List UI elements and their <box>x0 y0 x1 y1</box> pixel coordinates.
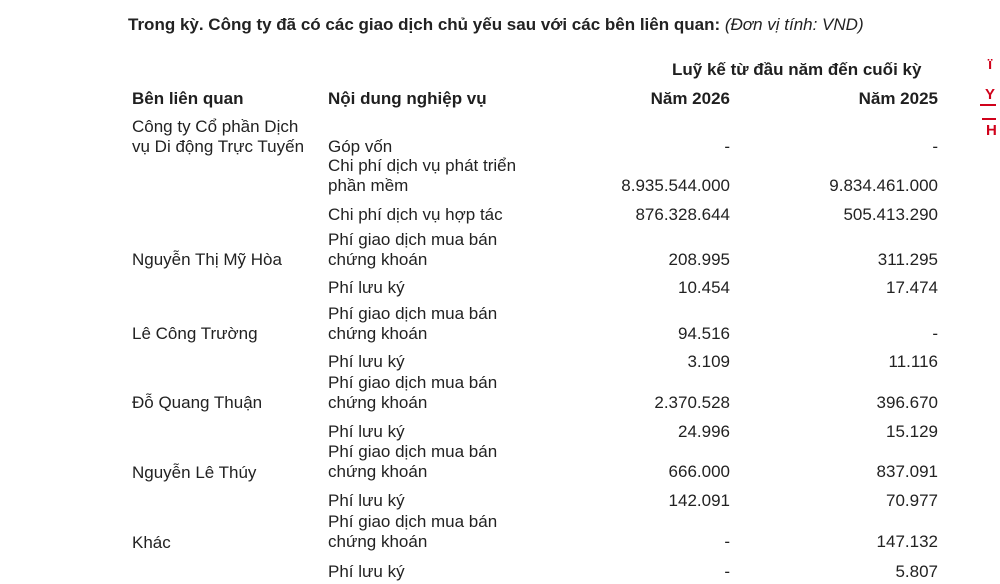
transaction-description: Góp vốn <box>328 137 393 156</box>
value-2026: 3.109 <box>687 352 730 371</box>
value-2026: 94.516 <box>678 324 730 343</box>
party-name: Lê Công Trường <box>132 324 258 343</box>
party-name: Đỗ Quang Thuận <box>132 393 263 412</box>
value-2025: - <box>932 324 938 343</box>
transaction-description: chứng khoán <box>328 462 428 481</box>
margin-underline <box>980 104 996 106</box>
value-2026: 142.091 <box>668 491 730 510</box>
value-2026: 8.935.544.000 <box>621 176 730 195</box>
value-2026: - <box>724 562 730 581</box>
transaction-description: Phí giao dịch mua bán <box>328 512 498 531</box>
cumulative-group-header: Luỹ kế từ đầu năm đến cuối kỳ <box>672 60 922 79</box>
transaction-description: Phí giao dịch mua bán <box>328 373 498 392</box>
transaction-description: Phí lưu ký <box>328 491 405 510</box>
transaction-description: phần mềm <box>328 176 409 195</box>
value-2025: 17.474 <box>886 278 938 297</box>
title-text: Trong kỳ. Công ty đã có các giao dịch chủ yếu sau với các bên liên quan: <box>128 15 721 34</box>
transaction-description: chứng khoán <box>328 250 428 269</box>
value-2025: 5.807 <box>895 562 938 581</box>
value-2025: 15.129 <box>886 422 938 441</box>
transaction-description: Phí giao dịch mua bán <box>328 304 498 323</box>
column-header-2026: Năm 2026 <box>650 89 730 108</box>
margin-annotation: Y <box>985 86 996 103</box>
value-2025: 147.132 <box>876 532 938 551</box>
value-2026: 876.328.644 <box>635 205 730 224</box>
value-2026: 666.000 <box>668 462 730 481</box>
transaction-description: chứng khoán <box>328 393 428 412</box>
unit-note: (Đơn vị tính: VND) <box>724 15 864 34</box>
party-name: Khác <box>132 533 171 552</box>
transaction-description: Chi phí dịch vụ hợp tác <box>328 205 503 224</box>
value-2025: 9.834.461.000 <box>829 176 938 195</box>
transaction-description: chứng khoán <box>328 532 428 551</box>
value-2026: 10.454 <box>678 278 730 297</box>
party-name: Nguyễn Lê Thúy <box>132 463 257 482</box>
transaction-description: Phí giao dịch mua bán <box>328 442 498 461</box>
value-2026: - <box>724 532 730 551</box>
value-2025: 837.091 <box>876 462 938 481</box>
column-header-party: Bên liên quan <box>132 89 244 108</box>
section-title <box>128 15 864 35</box>
party-name: vụ Di động Trực Tuyến <box>132 137 305 156</box>
party-name: Nguyễn Thị Mỹ Hòa <box>132 250 282 269</box>
value-2025: 396.670 <box>876 393 938 412</box>
value-2025: 505.413.290 <box>843 205 938 224</box>
transaction-description: Phí giao dịch mua bán <box>328 230 498 249</box>
transaction-description: Phí lưu ký <box>328 422 405 441</box>
party-name: Công ty Cổ phần Dịch <box>132 117 299 136</box>
transaction-description: Chi phí dịch vụ phát triển <box>328 156 517 175</box>
value-2025: 11.116 <box>888 352 938 371</box>
margin-annotation: ï <box>988 56 993 73</box>
value-2026: 24.996 <box>678 422 730 441</box>
margin-underline <box>982 118 996 120</box>
value-2026: - <box>724 137 730 156</box>
transaction-description: Phí lưu ký <box>328 352 405 371</box>
margin-annotation: H <box>986 122 997 139</box>
transaction-description: Phí lưu ký <box>328 278 405 297</box>
value-2026: 2.370.528 <box>654 393 730 412</box>
column-header-2025: Năm 2025 <box>858 89 938 108</box>
value-2025: 70.977 <box>886 491 938 510</box>
column-header-description: Nội dung nghiệp vụ <box>328 89 487 108</box>
transaction-description: Phí lưu ký <box>328 562 405 581</box>
value-2025: 311.295 <box>877 250 938 269</box>
value-2026: 208.995 <box>668 250 730 269</box>
transaction-description: chứng khoán <box>328 324 428 343</box>
value-2025: - <box>932 137 938 156</box>
